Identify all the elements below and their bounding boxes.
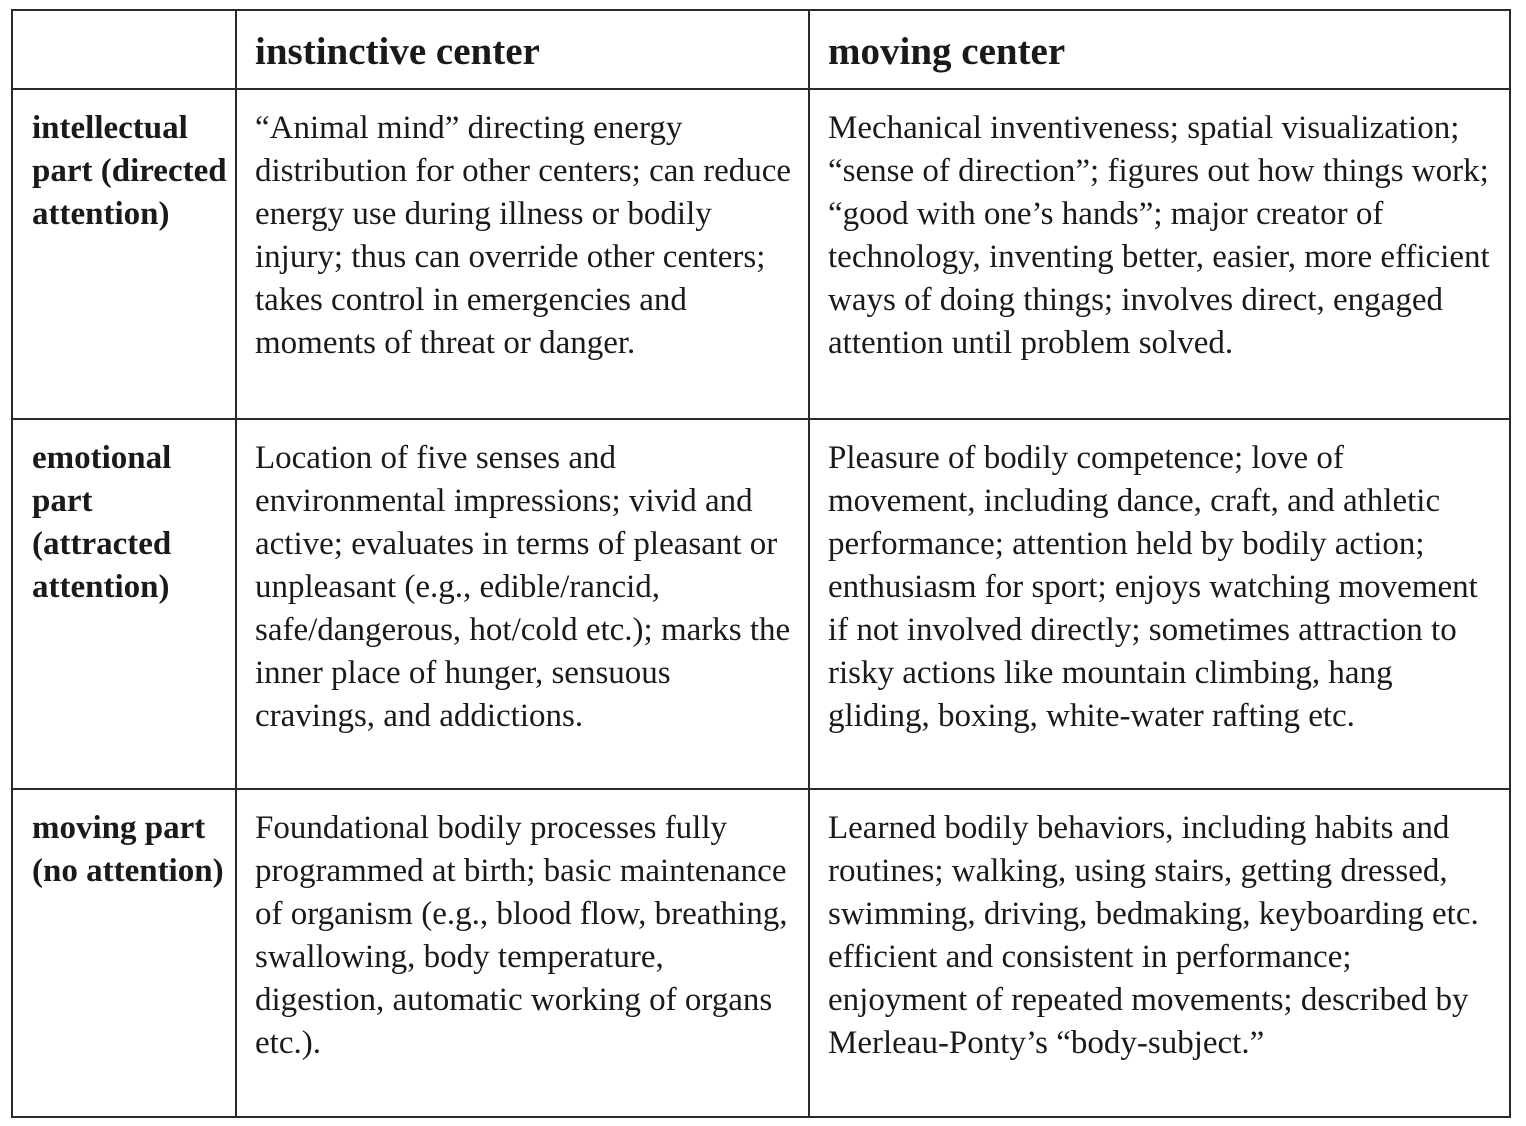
cell-moving-moving: Learned bodily behaviors, including habits and routines; walking, using stairs, getting dressed, swimming, driving, bedmaking, keyboarding etc. efficient and consistent in performance; enjoyment of repeated movements; described by Merleau-Ponty’s “body-subject.”	[809, 789, 1510, 1117]
cell-emotional-moving: Pleasure of bodily competence; love of movement, including dance, craft, and athletic performance; attention held by bodily action; enthusiasm for sport; enjoys watching movement if not involved directly; sometimes attraction to risky actions like mountain climbing, hang gliding, boxing, white-water rafting etc.	[809, 419, 1510, 789]
table-row-emotional-part	[12, 419, 1510, 789]
row-header-intellectual-part: intellectual part (directed attention)	[12, 89, 236, 419]
row-header-emotional-part: emotional part (attracted attention)	[12, 419, 236, 789]
column-header-instinctive-center: instinctive center	[236, 10, 809, 89]
corner-cell	[12, 10, 236, 89]
centers-table	[11, 9, 1511, 1118]
table-header-row	[12, 10, 1510, 89]
cell-emotional-instinctive: Location of five senses and environmental impressions; vivid and active; evaluates in terms of pleasant or unpleasant (e.g., edible/rancid, safe/dangerous, hot/cold etc.); marks the inner place of hunger, sensuous cravings, and addictions.	[236, 419, 809, 789]
table-row-moving-part	[12, 789, 1510, 1117]
row-header-moving-part: moving part (no attention)	[12, 789, 236, 1117]
column-header-moving-center: moving center	[809, 10, 1510, 89]
table-row-intellectual-part	[12, 89, 1510, 419]
cell-intellectual-moving: Mechanical inventiveness; spatial visualization; “sense of direction”; figures out how things work; “good with one’s hands”; major creator of technology, inventing better, easier, more efficient ways of doing things; involves direct, engaged attention until problem solved.	[809, 89, 1510, 419]
cell-moving-instinctive: Foundational bodily processes fully programmed at birth; basic maintenance of organism (e.g., blood flow, breathing, swallowing, body temperature, digestion, automatic working of organs etc.).	[236, 789, 809, 1117]
cell-intellectual-instinctive: “Animal mind” directing energy distribution for other centers; can reduce energy use during illness or bodily injury; thus can override other centers; takes control in emergencies and moments of threat or danger.	[236, 89, 809, 419]
